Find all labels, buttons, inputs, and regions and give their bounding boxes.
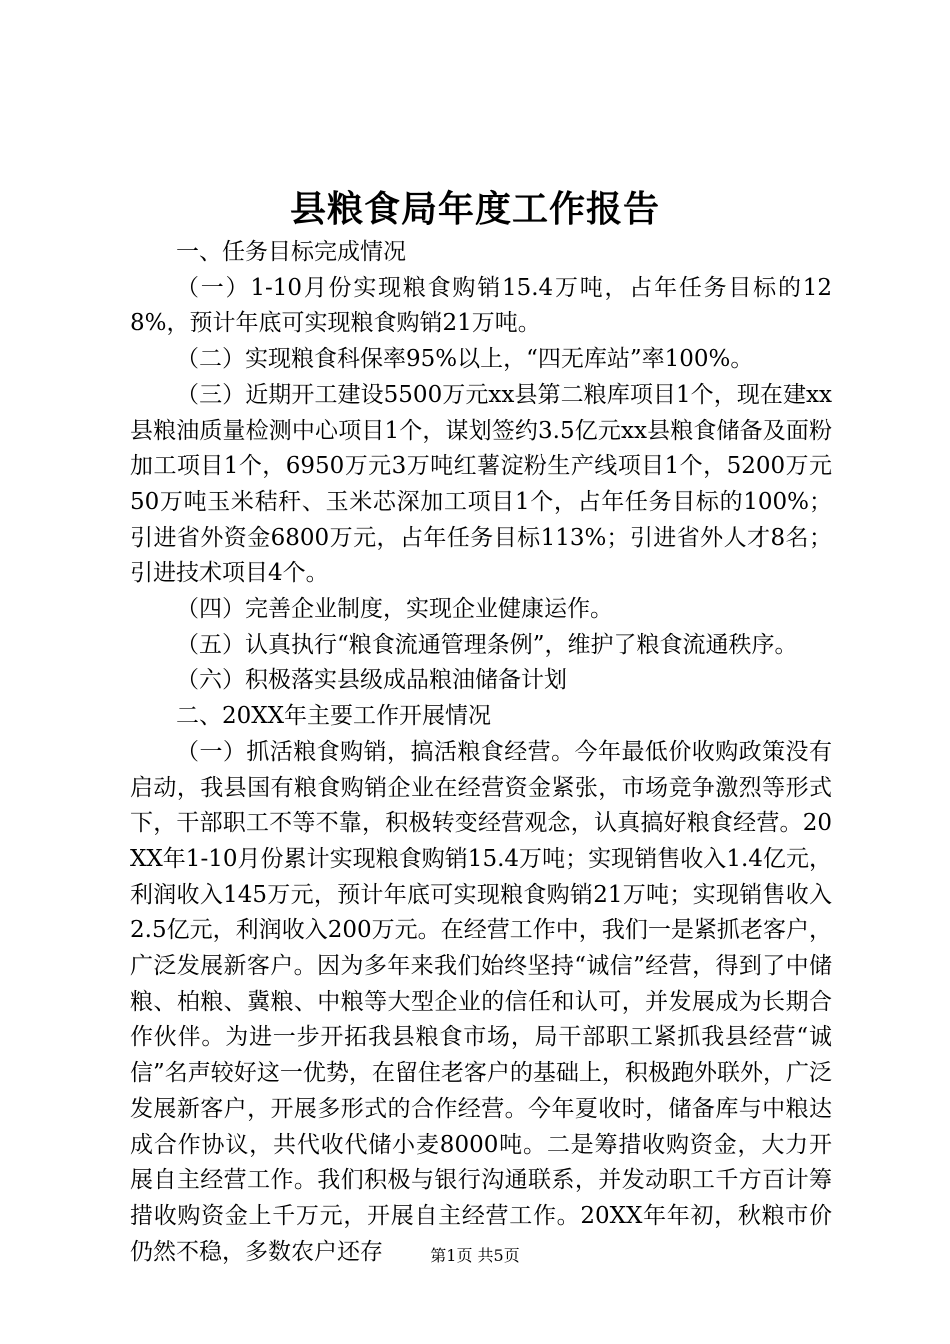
paragraph: （一）抓活粮食购销，搞活粮食经营。今年最低价收购政策没有启动，我县国有粮食购销企业在经营资金紧张，市场竞争激烈等形式下，干部职工不等不靠，积极转变经营观念，认真搞好粮食经营。20XX年1-10月份累计实现粮食购销15.4万吨；实现销售收入1.4亿元，利润收入145万元，预计年底可实现粮食购销21万吨；实现销售收入2.5亿元，利润收入200万元。在经营工作中，我们一是紧抓老客户，广泛发展新客户。因为多年来我们始终坚持“诚信”经营，得到了中储粮、柏粮、冀粮、中粮等大型企业的信任和认可，并发展成为长期合作伙伴。为进一步开拓我县粮食市场，局干部职工紧抓我县经营“诚信”名声较好这一优势，在留住老客户的基础上，积极跑外联外，广泛发展新客户，开展多形式的合作经营。今年夏收时，储备库与中粮达成合作协议，共代收代储小麦8000吨。二是筹措收购资金，大力开展自主经营工作。我们积极与银行沟通联系，并发动职工千方百计筹措收购资金上千万元，开展自主经营工作。20XX年年初，秋粮市价仍然不稳，多数农户还存 [130, 738, 832, 1265]
paragraph: （五）认真执行“粮食流通管理条例”，维护了粮食流通秩序。 [176, 631, 798, 658]
section-heading-1: 一、任务目标完成情况 [176, 239, 406, 265]
paragraph: （三）近期开工建设5500万元xx县第二粮库项目1个，现在建xx县粮油质量检测中心项目1个，谋划签约3.5亿元xx县粮食储备及面粉加工项目1个，6950万元3万吨红薯淀粉生产线项目1个，5200万元50万吨玉米秸秆、玉米芯深加工项目1个，占年任务目标的100%；引进省外资金6800万元，占年任务目标113%；引进省外人才8名；引进技术项目4个。 [130, 381, 832, 587]
paragraph: （六）积极落实县级成品粮油储备计划 [176, 667, 567, 694]
paragraph: （一）1-10月份实现粮食购销15.4万吨，占年任务目标的128%，预计年底可实现粮食购销21万吨。 [130, 274, 832, 337]
document-title: 县粮食局年度工作报告 [289, 188, 660, 230]
document-body [130, 235, 832, 1270]
paragraph: （二）实现粮食科保率95%以上，“四无库站”率100%。 [176, 346, 754, 373]
paragraph: （四）完善企业制度，实现企业健康运作。 [176, 596, 613, 623]
section-heading-2: 二、20XX年主要工作开展情况 [176, 703, 492, 730]
page-footer: 第1页 共5页 [430, 1246, 520, 1265]
